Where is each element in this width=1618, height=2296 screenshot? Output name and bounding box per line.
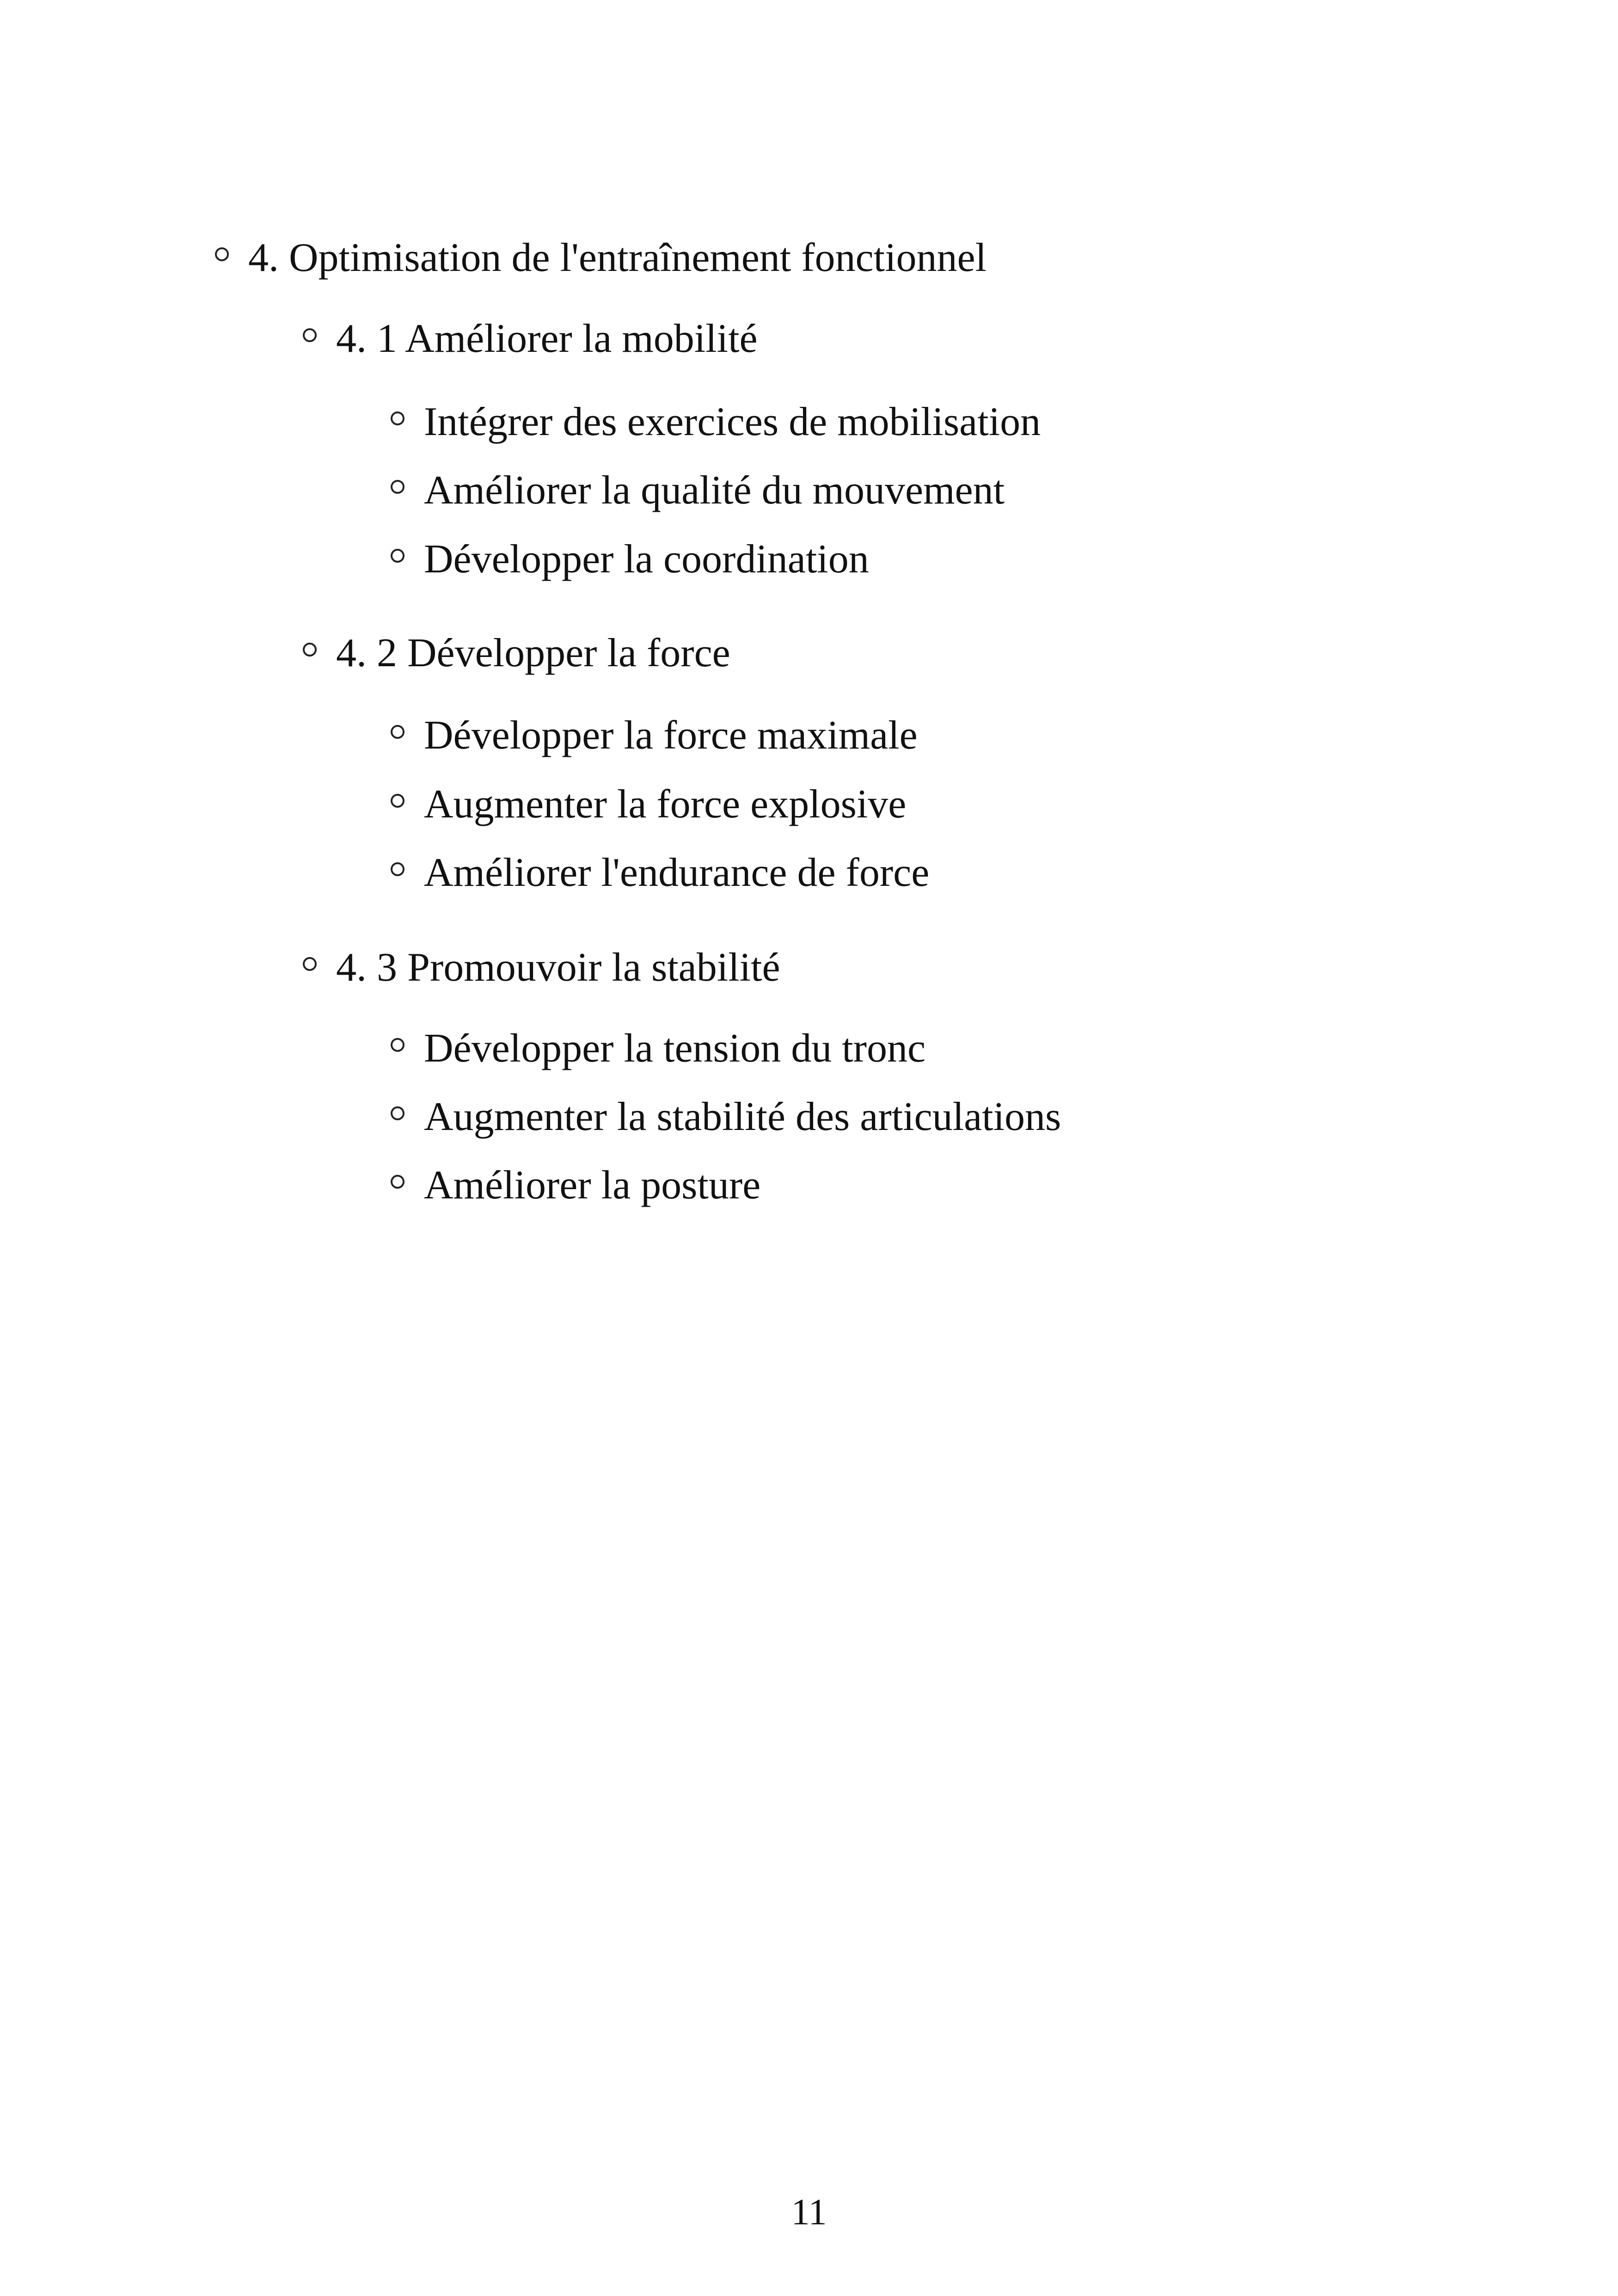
outline-level3-item [391,778,906,828]
outline-level3-item [391,464,1005,514]
list-item: Augmenter la stabilité des articulations [424,1094,1061,1139]
list-item: Développer la tension du tronc [424,1025,926,1071]
circle-bullet-icon [391,411,404,425]
circle-bullet-icon [303,957,317,971]
outline-level3-item [391,1159,760,1209]
list-item: Améliorer la qualité du mouvement [424,467,1005,513]
circle-bullet-icon [391,1038,404,1052]
circle-bullet-icon [391,480,404,494]
list-item: Améliorer la posture [424,1162,761,1208]
section-heading: 4. Optimisation de l'entraînement fonctionnel [248,235,987,280]
outline-level3-item [391,1090,1061,1140]
circle-bullet-icon [391,1175,404,1189]
page-number: 11 [791,2192,827,2233]
outline-level3-item [391,709,918,759]
circle-bullet-icon [391,794,404,808]
outline-level1-item [215,231,987,281]
circle-bullet-icon [391,549,404,563]
outline-level2-item [303,941,780,991]
outline-level2-item [303,312,758,362]
outline-level3-item [391,533,869,583]
circle-bullet-icon [391,725,404,739]
circle-bullet-icon [215,247,229,261]
circle-bullet-icon [303,328,317,342]
list-item: Intégrer des exercices de mobilisation [424,399,1041,444]
circle-bullet-icon [303,643,317,657]
outline-level3-item [391,395,1041,445]
subsection-heading: 4. 2 Développer la force [336,630,730,675]
list-item: Développer la force maximale [424,712,918,758]
list-item: Améliorer l'endurance de force [424,850,930,895]
outline-level3-item [391,846,929,896]
subsection-heading: 4. 3 Promouvoir la stabilité [336,945,780,990]
list-item: Développer la coordination [424,536,869,582]
circle-bullet-icon [391,862,404,876]
outline-level3-item [391,1022,925,1072]
outline-level2-item [303,626,730,676]
list-item: Augmenter la force explosive [424,781,907,827]
subsection-heading: 4. 1 Améliorer la mobilité [336,316,758,361]
circle-bullet-icon [391,1106,404,1120]
